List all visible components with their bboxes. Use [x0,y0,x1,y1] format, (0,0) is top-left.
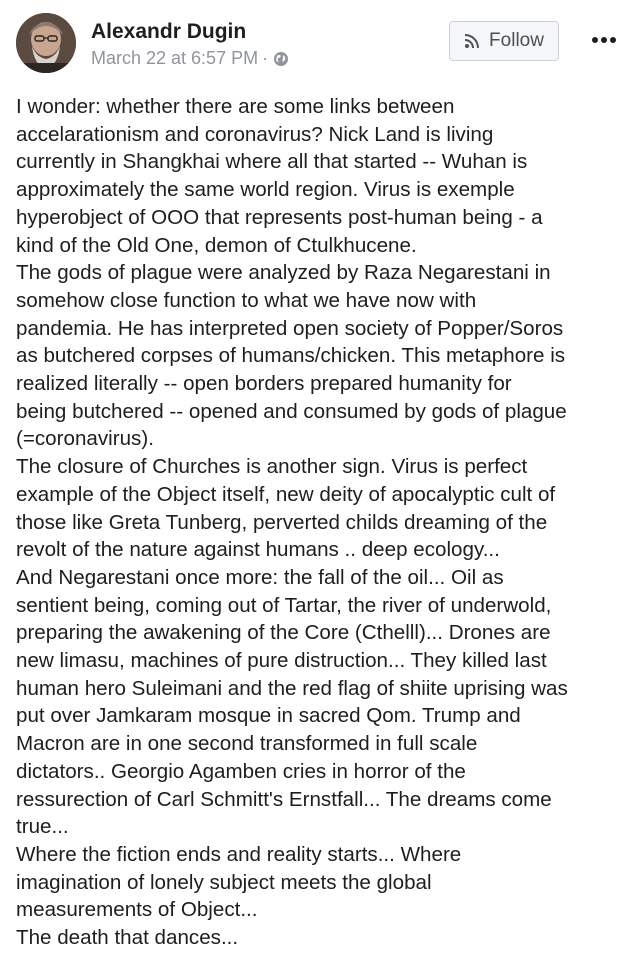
post-body [16,93,628,952]
post-text-line: And Negarestani once more: the fall of the oil... Oil as [16,565,504,589]
post-text-line: somehow close function to what we have now with [16,288,477,312]
post-text-line: human hero Suleimani and the red flag of shiite uprising was [16,676,568,700]
post-text-line: those like Greta Tunberg, perverted childs dreaming of the [16,510,548,534]
post-text-line: ressurection of Carl Schmitt's Ernstfall... The dreams come [16,787,552,811]
author-name[interactable]: Alexandr Dugin [91,20,247,43]
post-text-line: (=coronavirus). [16,427,154,451]
avatar[interactable] [16,13,76,73]
post-text-line: revolt of the nature against humans .. deep ecology... [16,538,500,562]
post-text-line: Macron are in one second transformed in full scale [16,732,478,756]
post-text-line: hyperobject of OOO that represents post-human being - a [16,205,543,229]
follow-button[interactable] [449,21,559,61]
post-text-line: new limasu, machines of pure distruction... They killed last [16,649,547,673]
more-options-icon[interactable] [587,27,621,53]
post-text-line: accelarationism and coronavirus? Nick Land is living [16,122,494,146]
post-text-line: put over Jamkaram mosque in sacred Qom. Trump and [16,704,521,728]
post-text-line: measurements of Object... [16,898,258,922]
post-text-line: currently in Shangkhai where all that started -- Wuhan is [16,150,528,174]
post-text-line: true... [16,815,69,839]
rss-icon [464,33,480,49]
post-text-line: as butchered corpses of humans/chicken. This metaphore is [16,344,566,368]
post-text-line: example of the Object itself, new deity of apocalyptic cult of [16,482,556,506]
post-text-line: The gods of plague were analyzed by Raza Negarestani in [16,261,551,285]
follow-label: Follow [489,30,544,51]
post-meta [91,48,289,69]
post-timestamp[interactable]: March 22 at 6:57 PM [91,48,259,68]
post-text-line: dictators.. Georgio Agamben cries in horror of the [16,759,466,783]
post-text-line: Where the fiction ends and reality starts... Where [16,842,462,866]
globe-icon[interactable] [273,51,289,67]
post-text-line: I wonder: whether there are some links between [16,95,455,118]
post-text-line: The death that dances... [16,926,239,950]
post-text-line: preparing the awakening of the Core (Cthelll)... Drones are [16,621,551,645]
post-text-line: sentient being, coming out of Tartar, the river of underwold, [16,593,552,617]
avatar-image [16,13,76,73]
post-text-line: kind of the Old One, demon of Ctulkhucene. [16,233,417,257]
post-text-line: being butchered -- opened and consumed by gods of plague [16,399,567,423]
post-text-line: realized literally -- open borders prepared humanity for [16,372,512,396]
post-text-line: pandemia. He has interpreted open society of Popper/Soros [16,316,564,340]
post-text-line: imagination of lonely subject meets the global [16,870,432,894]
post-header [0,0,638,90]
post-text-line: approximately the same world region. Virus is exemple [16,178,515,202]
post-text-line: The closure of Churches is another sign. Virus is perfect [16,455,528,479]
meta-separator: · [262,48,269,68]
